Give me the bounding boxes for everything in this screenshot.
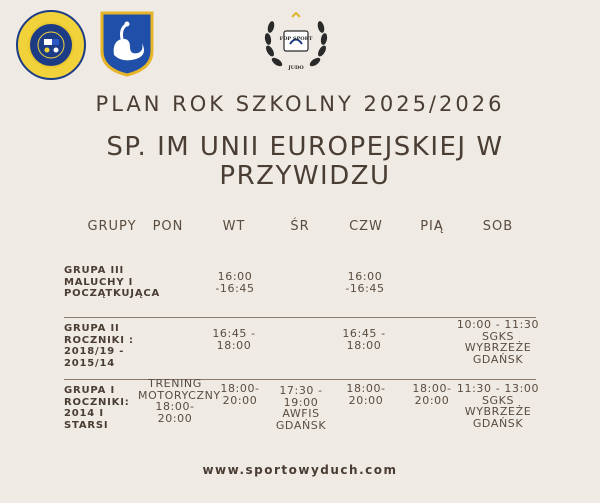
cell-row-3-wt: 18:00- 20:00 xyxy=(220,382,260,407)
group-label-row-3: GRUPA I ROCZNIKI: 2014 I STARSI xyxy=(64,385,130,431)
cell-row-3-pon: TRENING MOTORYCZNY 18:00- 20:00 xyxy=(138,377,221,425)
judo-club-logo xyxy=(262,11,330,77)
column-header-grupy: GRUPY xyxy=(87,219,137,234)
school-subtitle: SP. IM UNII EUROPEJSKIEJ W PRZYWIDZU xyxy=(106,132,504,191)
row-divider-2 xyxy=(64,379,536,380)
club-logo-top-text: FDP SPORT xyxy=(279,36,313,42)
school-logo xyxy=(16,10,86,80)
cell-row-2-sob: 10:00 - 11:30 SGKS WYBRZEŻE GDAŃSK xyxy=(456,318,540,366)
group-label-row-2: GRUPA II ROCZNIKI : 2018/19 - 2015/14 xyxy=(64,323,134,369)
column-header-sr: ŚR xyxy=(290,219,310,234)
cell-row-3-pia: 18:00- 20:00 xyxy=(412,382,452,407)
cell-row-3-sr: 17:30 - 19:00 AWFIS GDAŃSK xyxy=(275,384,327,432)
cell-row-3-czw: 18:00- 20:00 xyxy=(346,382,386,407)
plan-title: PLAN ROK SZKOLNY 2025/2026 xyxy=(95,92,505,116)
column-header-wt: WT xyxy=(222,219,246,234)
cell-row-3-sob: 11:30 - 13:00 SGKS WYBRZEŻE GDAŃSK xyxy=(456,382,540,430)
column-header-sob: SOB xyxy=(482,219,514,234)
column-header-pia: PIĄ xyxy=(420,219,444,234)
cell-row-2-czw: 16:45 - 18:00 xyxy=(342,327,386,352)
group-label-row-1: GRUPA III MALUCHY I POCZĄTKUJĄCA xyxy=(64,265,161,299)
club-logo-bottom-text: JUDO xyxy=(288,65,304,71)
school-emblem-icon xyxy=(28,22,74,68)
column-header-czw: CZW xyxy=(349,219,383,234)
website-link[interactable]: www.sportowyduch.com xyxy=(202,463,398,477)
column-header-pon: PON xyxy=(152,219,184,234)
cell-row-1-wt: 16:00 -16:45 xyxy=(215,270,255,295)
cell-row-2-wt: 16:45 - 18:00 xyxy=(212,327,256,352)
cell-row-1-czw: 16:00 -16:45 xyxy=(345,270,385,295)
swan-crest-logo xyxy=(100,11,154,77)
